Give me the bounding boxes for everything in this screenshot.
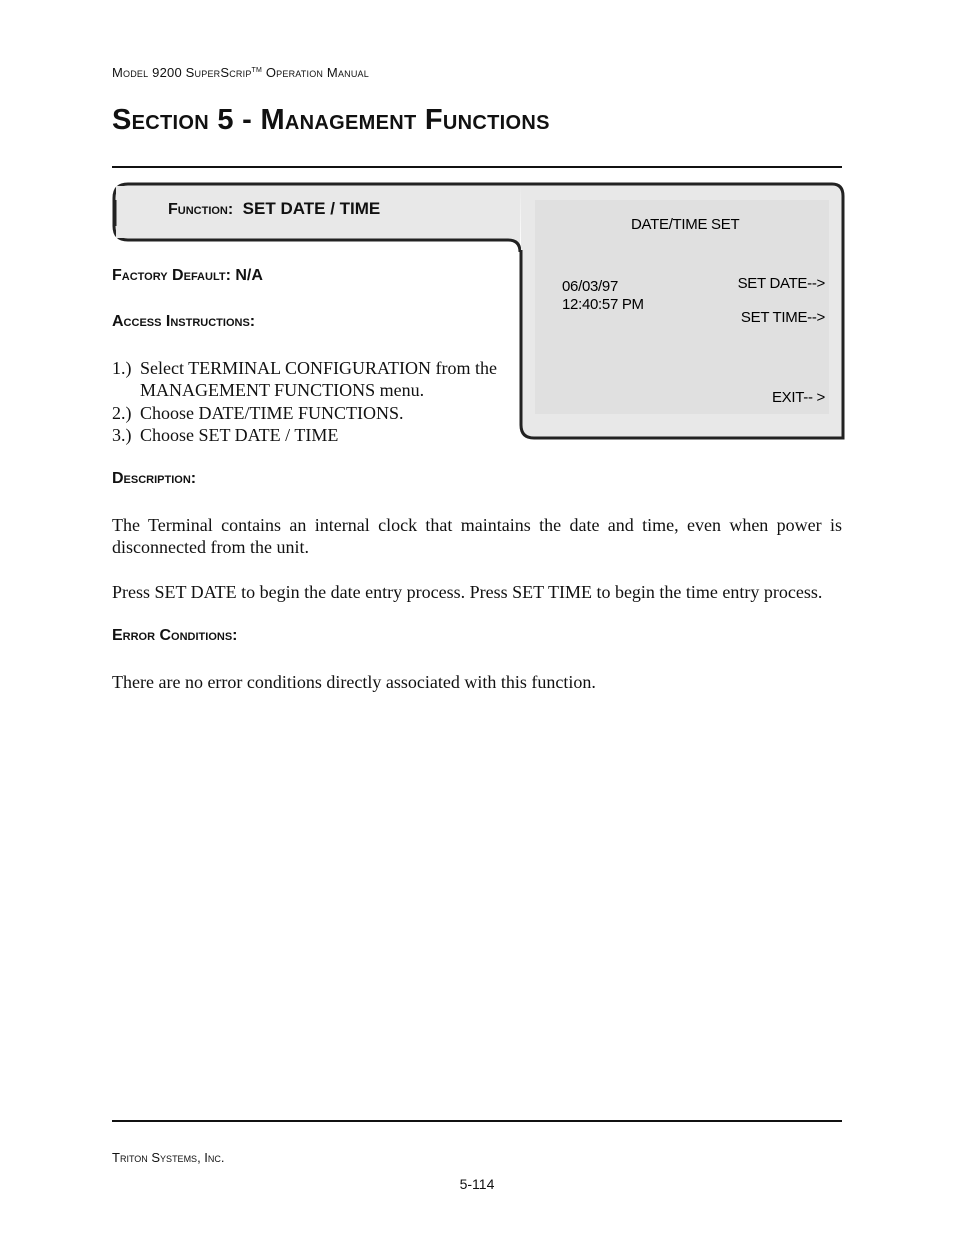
- instruction-step: [112, 424, 338, 446]
- factory-default: [112, 267, 263, 285]
- header-title-suffix: Operation Manual: [262, 65, 369, 80]
- function-label-key: Function:: [168, 201, 234, 218]
- header-title: Model 9200 SuperScrip: [112, 65, 252, 80]
- description-heading: Description:: [112, 470, 197, 487]
- footer-rule: [112, 1120, 842, 1122]
- page-number: 5-114: [459, 1176, 495, 1192]
- step-number: 1.): [112, 358, 132, 378]
- section-title: Section 5 - Management Functions: [112, 104, 550, 136]
- step-text: Select TERMINAL CONFIGURATION from the: [140, 358, 497, 378]
- step-text: Choose DATE/TIME FUNCTIONS.: [140, 403, 404, 423]
- instruction-step: [112, 402, 404, 424]
- screen-time: 12:40:57 PM: [562, 296, 644, 313]
- function-name: SET DATE / TIME: [242, 199, 381, 218]
- set-time-button[interactable]: SET TIME-->: [740, 309, 825, 326]
- instruction-step: [112, 357, 497, 401]
- step-number: 3.): [112, 425, 132, 445]
- set-date-button[interactable]: SET DATE-->: [737, 275, 825, 292]
- function-label: [168, 199, 380, 219]
- access-instructions-heading: Access Instructions:: [112, 313, 256, 330]
- step-text-continued: MANAGEMENT FUNCTIONS menu.: [140, 380, 425, 400]
- error-conditions-heading: Error Conditions:: [112, 627, 238, 644]
- footer-company: Triton Systems, Inc.: [112, 1150, 225, 1165]
- screen-date: 06/03/97: [562, 278, 618, 295]
- screen-title: DATE/TIME SET: [631, 216, 740, 233]
- description-paragraph: The Terminal contains an internal clock that maintains the date and time, even when power is disconnected from the unit.: [112, 515, 842, 557]
- terminal-screen: [535, 200, 829, 414]
- factory-default-label: Factory Default:: [112, 267, 231, 284]
- exit-button[interactable]: EXIT-- >: [771, 389, 825, 406]
- description-paragraph: Press SET DATE to begin the date entry process. Press SET TIME to begin the time entry process.: [112, 582, 823, 602]
- step-number: 2.): [112, 403, 132, 423]
- factory-default-value: N/A: [235, 267, 263, 284]
- trademark-mark: TM: [251, 67, 263, 74]
- step-text: Choose SET DATE / TIME: [140, 425, 339, 445]
- error-conditions-text: There are no error conditions directly associated with this function.: [112, 672, 596, 692]
